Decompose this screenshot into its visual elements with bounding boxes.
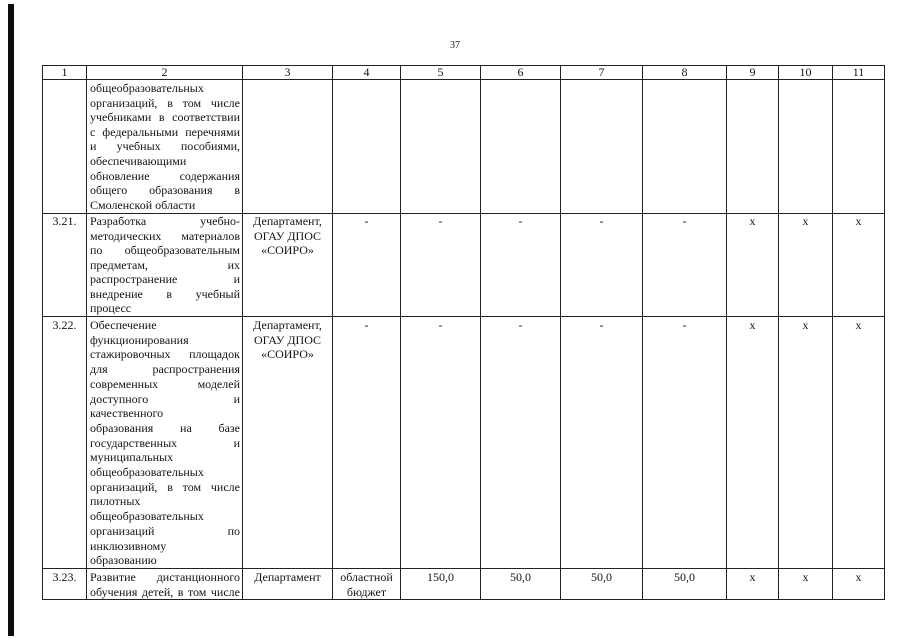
name-line: учебниками в соответствии <box>90 110 240 125</box>
row-3-22-executor <box>243 317 333 569</box>
name-line: общего образования в <box>90 183 240 198</box>
name-line: и учебных пособиями, <box>90 139 240 154</box>
executor-line: «СОИРО» <box>261 243 314 257</box>
name-line: инклюзивному <box>90 538 167 553</box>
name-line: образования на базе <box>90 420 240 435</box>
row-3-23-col7: 50,0 <box>561 569 643 600</box>
name-line: предметам, их <box>90 257 240 272</box>
row-3-23-col11: х <box>833 569 885 600</box>
plan-table <box>42 65 885 600</box>
row-3-23-col5: 150,0 <box>401 569 481 600</box>
name-line: Смоленской области <box>90 197 196 212</box>
name-line: качественного <box>90 406 164 421</box>
col4-line: бюджет <box>346 584 387 599</box>
name-line: обеспечивающими <box>90 153 187 168</box>
executor-line: Департамент <box>254 570 321 584</box>
name-line: с федеральными перечнями <box>90 124 240 139</box>
name-line: современных моделей <box>90 376 240 391</box>
column-header-8: 8 <box>643 66 727 80</box>
row-3-22-col6: - <box>481 317 561 569</box>
row-continued-col6 <box>481 80 561 214</box>
column-header-4: 4 <box>333 66 401 80</box>
name-line: по общеобразовательным <box>90 243 240 257</box>
row-3-23-col10: х <box>779 569 833 600</box>
row-continued-col10 <box>779 80 833 214</box>
row-3-23-col9: х <box>727 569 779 600</box>
row-3-21-col7: - <box>561 214 643 317</box>
name-line: муниципальных <box>90 450 174 465</box>
row-3-21-col10: х <box>779 214 833 317</box>
page-number: 37 <box>450 40 460 51</box>
name-line: общеобразовательных <box>90 509 204 524</box>
name-line: функционирования <box>90 332 189 347</box>
name-line: организаций, в том числе <box>90 479 240 494</box>
name-line: общеобразовательных <box>90 81 204 95</box>
row-3-21-col8: - <box>643 214 727 317</box>
column-header-3: 3 <box>243 66 333 80</box>
row-3-21-executor <box>243 214 333 317</box>
scan-edge-bar <box>8 4 14 636</box>
name-line: государственных и <box>90 435 240 450</box>
row-continued-col5 <box>401 80 481 214</box>
row-3-23-col8: 50,0 <box>643 569 727 600</box>
col4-line: областной <box>340 570 393 584</box>
row-3-21-number: 3.21. <box>43 214 87 317</box>
row-3-22-col7: - <box>561 317 643 569</box>
name-line: обновление содержания <box>90 168 240 183</box>
row-3-22-col11: х <box>833 317 885 569</box>
col4-line: - <box>364 214 369 228</box>
row-continued-col1 <box>43 80 87 214</box>
name-line: пилотных <box>90 494 141 509</box>
row-continued-col3 <box>243 80 333 214</box>
name-line: обучения детей, в том числе <box>90 584 240 599</box>
row-continued-col9 <box>727 80 779 214</box>
column-header-1: 1 <box>43 66 87 80</box>
name-line: Развитие дистанционного <box>90 570 240 584</box>
name-line: доступного и <box>90 391 240 406</box>
row-3-22-col8: - <box>643 317 727 569</box>
name-line: распространение и <box>90 272 240 286</box>
row-3-21-col11: х <box>833 214 885 317</box>
row-3-22-name <box>87 317 243 569</box>
row-3-21-col4 <box>333 214 401 317</box>
row-3-23-col6: 50,0 <box>481 569 561 600</box>
row-continued-col7 <box>561 80 643 214</box>
name-line: образованию <box>90 553 157 568</box>
row-3-21-col5: - <box>401 214 481 317</box>
row-continued-col11 <box>833 80 885 214</box>
row-continued-col4 <box>333 80 401 214</box>
row-3-21-name <box>87 214 243 317</box>
row-continued-col8 <box>643 80 727 214</box>
name-line: Обеспечение <box>90 318 157 332</box>
name-line: Разработка учебно- <box>90 214 240 228</box>
column-header-6: 6 <box>481 66 561 80</box>
row-3-22-col5: - <box>401 317 481 569</box>
column-header-7: 7 <box>561 66 643 80</box>
executor-line: ОГАУ ДПОС <box>253 228 322 243</box>
col4-line: - <box>364 318 369 332</box>
name-line: для распространения <box>90 362 240 377</box>
name-line: общеобразовательных <box>90 465 204 480</box>
executor-line: «СОИРО» <box>261 347 314 362</box>
name-line: организаций, в том числе <box>90 95 240 110</box>
name-line: внедрение в учебный <box>90 286 240 301</box>
column-header-5: 5 <box>401 66 481 80</box>
row-3-22-number: 3.22. <box>43 317 87 569</box>
row-3-23-name <box>87 569 243 600</box>
row-3-23-number: 3.23. <box>43 569 87 600</box>
row-3-21-col6: - <box>481 214 561 317</box>
row-3-22-col9: х <box>727 317 779 569</box>
column-header-9: 9 <box>727 66 779 80</box>
row-3-23-col4 <box>333 569 401 600</box>
row-continued-col2-name <box>87 80 243 214</box>
row-3-23-executor <box>243 569 333 600</box>
name-line: процесс <box>90 301 132 315</box>
column-header-11: 11 <box>833 66 885 80</box>
name-line: стажировочных площадок <box>90 347 240 362</box>
column-header-2: 2 <box>87 66 243 80</box>
executor-line: Департамент, <box>253 214 322 228</box>
row-3-22-col4 <box>333 317 401 569</box>
row-3-21-col9: х <box>727 214 779 317</box>
executor-line: Департамент, <box>253 318 322 332</box>
name-line: организаций по <box>90 523 240 538</box>
name-line: методических материалов <box>90 228 240 243</box>
column-header-10: 10 <box>779 66 833 80</box>
executor-line: ОГАУ ДПОС <box>253 332 322 347</box>
row-3-22-col10: х <box>779 317 833 569</box>
